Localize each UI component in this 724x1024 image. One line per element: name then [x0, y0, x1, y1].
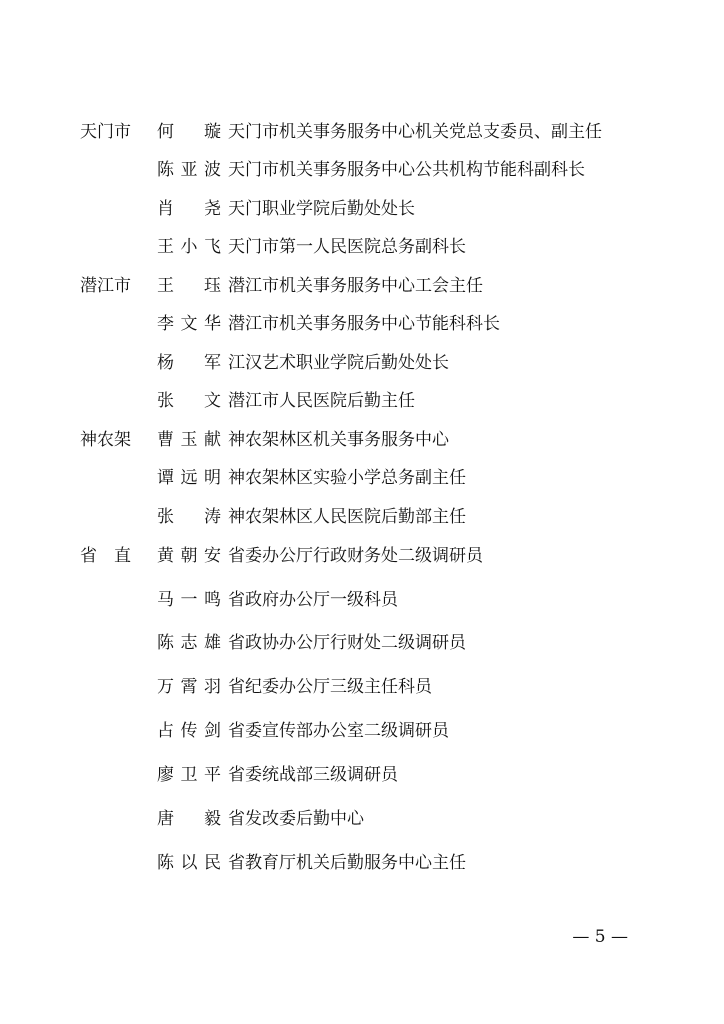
person-name: 王 珏: [157, 276, 221, 296]
person-title: 天门市第一人民医院总务副科长: [228, 237, 466, 257]
person-title: 省政协办公厅行财处二级调研员: [228, 633, 466, 653]
person-title: 潜江市机关事务服务中心工会主任: [228, 276, 483, 296]
person-name: 黄朝安: [157, 546, 221, 566]
person-name: 何 璇: [157, 122, 221, 142]
person-name: 占传剑: [157, 721, 221, 741]
person-title: 天门市机关事务服务中心公共机构节能科副科长: [228, 160, 585, 180]
person-name: 杨 军: [157, 353, 221, 373]
person-title: 天门市机关事务服务中心机关党总支委员、副主任: [228, 122, 602, 142]
region-label: 省 直: [80, 546, 131, 566]
person-name: 唐 毅: [157, 809, 221, 829]
person-title: 神农架林区实验小学总务副主任: [228, 468, 466, 488]
person-name: 陈亚波: [157, 160, 221, 180]
person-name: 李文华: [157, 314, 221, 334]
region-label: 天门市: [80, 122, 131, 142]
person-title: 省委宣传部办公室二级调研员: [228, 721, 449, 741]
person-title: 省纪委办公厅三级主任科员: [228, 677, 432, 697]
person-name: 马一鸣: [157, 590, 221, 610]
person-title: 江汉艺术职业学院后勤处处长: [228, 353, 449, 373]
person-title: 神农架林区机关事务服务中心: [228, 430, 449, 450]
person-name: 廖卫平: [157, 765, 221, 785]
person-title: 省委办公厅行政财务处二级调研员: [228, 546, 483, 566]
page-number: — 5 —: [572, 927, 628, 947]
person-title: 天门职业学院后勤处处长: [228, 199, 415, 219]
region-label: 潜江市: [80, 276, 131, 296]
person-title: 省政府办公厅一级科员: [228, 590, 398, 610]
person-name: 谭远明: [157, 468, 221, 488]
person-name: 陈志雄: [157, 633, 221, 653]
person-title: 潜江市机关事务服务中心节能科科长: [228, 314, 500, 334]
person-name: 张 涛: [157, 507, 221, 527]
region-label: 神农架: [80, 430, 131, 450]
person-title: 省委统战部三级调研员: [228, 765, 398, 785]
person-name: 曹玉献: [157, 430, 221, 450]
person-title: 省教育厅机关后勤服务中心主任: [228, 853, 466, 873]
person-title: 省发改委后勤中心: [228, 809, 364, 829]
person-name: 张 文: [157, 391, 221, 411]
person-title: 潜江市人民医院后勤主任: [228, 391, 415, 411]
person-name: 王小飞: [157, 237, 221, 257]
person-name: 陈以民: [157, 853, 221, 873]
person-title: 神农架林区人民医院后勤部主任: [228, 507, 466, 527]
person-name: 肖 尧: [157, 199, 221, 219]
person-name: 万霄羽: [157, 677, 221, 697]
